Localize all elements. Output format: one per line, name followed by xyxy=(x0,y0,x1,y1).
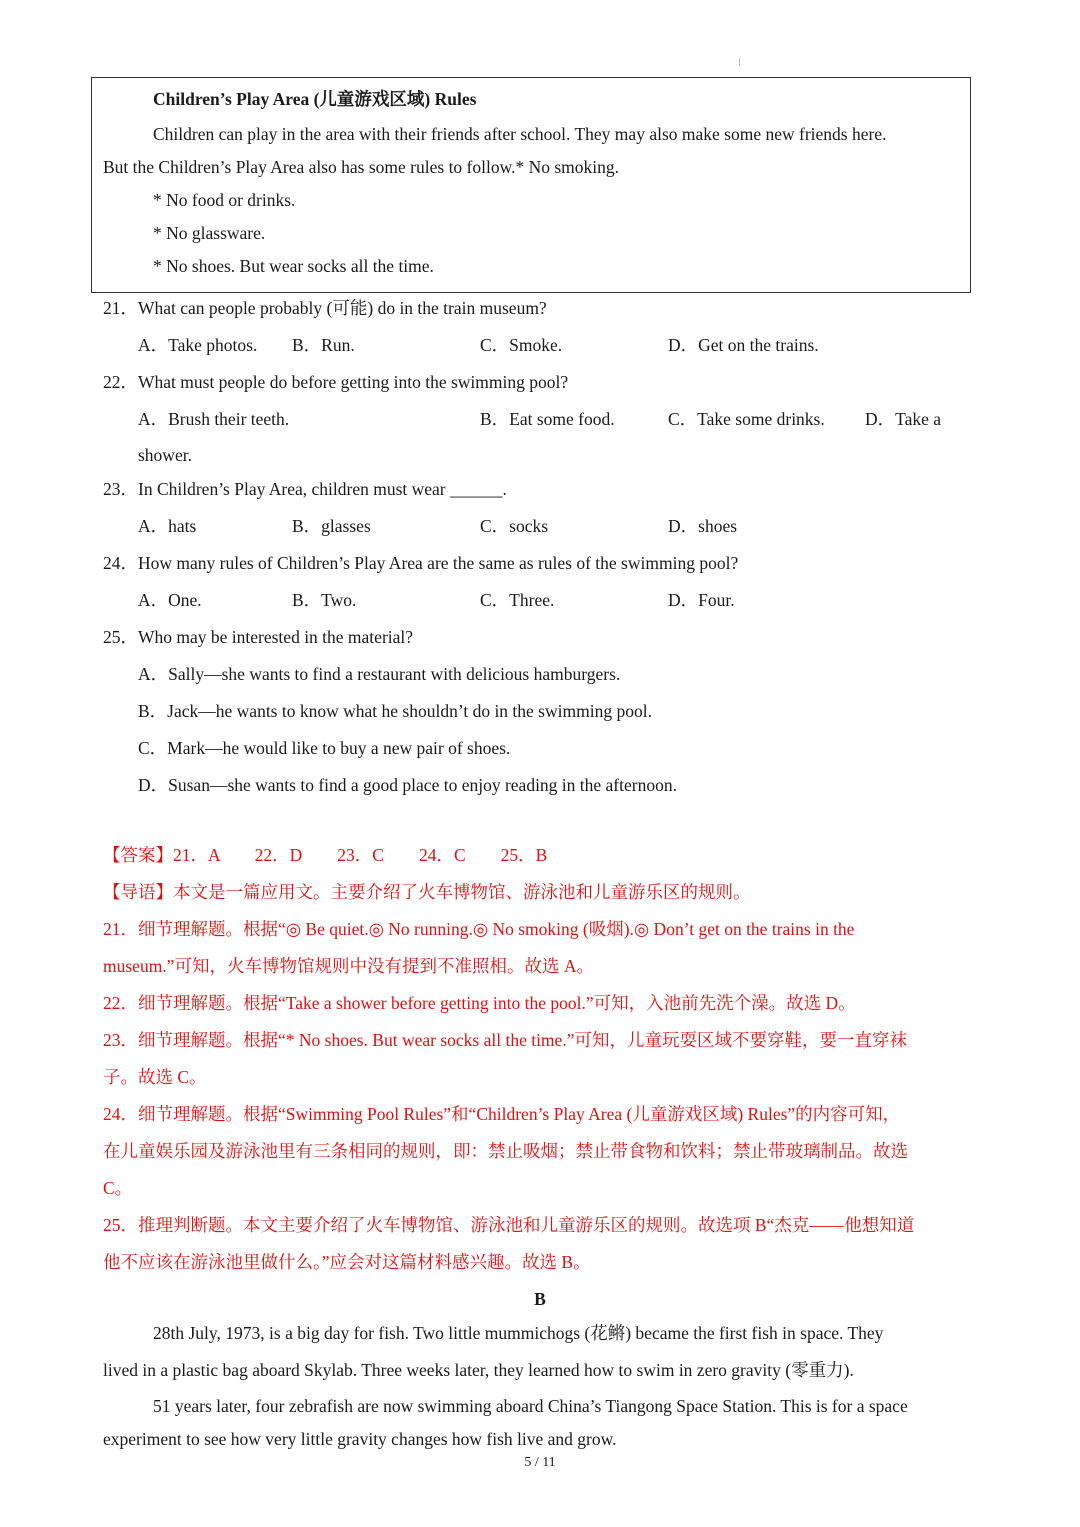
option: D．shoes xyxy=(668,516,738,536)
option: C．socks xyxy=(480,516,549,536)
question-stem: 22．What must people do before getting into the swimming pool? xyxy=(103,372,569,392)
option: C．Smoke. xyxy=(480,335,563,355)
option: B．glasses xyxy=(292,516,371,536)
answer-key: 【答案】21．A 22．D 23．C 24．C 25．B xyxy=(103,845,548,865)
explanation-line: 21．细节理解题。根据“◎ Be quiet.◎ No running.◎ No smoking (吸烟).◎ Don’t get on the trains in the xyxy=(103,919,855,939)
option: D．Take a xyxy=(865,409,942,429)
question-stem: 24．How many rules of Children’s Play Area are the same as rules of the swimming pool? xyxy=(103,553,739,573)
rules-box-title: Children’s Play Area (儿童游戏区域) Rules xyxy=(153,89,477,109)
option: A．hats xyxy=(138,516,197,536)
question-stem: 21．What can people probably (可能) do in the train museum? xyxy=(103,298,547,318)
option: B．Two. xyxy=(292,590,357,610)
rule-item: * No glassware. xyxy=(153,223,266,243)
rules-box-paragraph-1: Children can play in the area with their friends after school. They may also make some new friends here. xyxy=(153,124,887,144)
option: C．Three. xyxy=(480,590,555,610)
option: D．Susan—she wants to find a good place to enjoy reading in the afternoon. xyxy=(138,775,677,795)
answer-intro: 【导语】本文是一篇应用文。主要介绍了火车博物馆、游泳池和儿童游乐区的规则。 xyxy=(103,882,751,902)
explanation-line: 24．细节理解题。根据“Swimming Pool Rules”和“Children’s Play Area (儿童游戏区域) Rules”的内容可知， xyxy=(103,1104,901,1124)
page-number: 5 / 11 xyxy=(524,1455,556,1470)
explanation-line: 在儿童娱乐园及游泳池里有三条相同的规则，即：禁止吸烟；禁止带食物和饮料；禁止带玻璃制品。故选 xyxy=(103,1141,908,1161)
option: B．Eat some food. xyxy=(480,409,615,429)
explanation-line: 他不应该在游泳池里做什么。”应会对这篇材料感兴趣。故选 B。 xyxy=(103,1252,591,1272)
question-stem: 23．In Children’s Play Area, children must wear ______. xyxy=(103,479,507,499)
option-wrap: shower. xyxy=(138,445,192,465)
explanation-line: 25．推理判断题。本文主要介绍了火车博物馆、游泳池和儿童游乐区的规则。故选项 B“杰克——他想知道 xyxy=(103,1215,915,1235)
option: D．Four. xyxy=(668,590,735,610)
option: D．Get on the trains. xyxy=(668,335,819,355)
explanation-line: 22．细节理解题。根据“Take a shower before getting into the pool.”可知，入池前先洗个澡。故选 D。 xyxy=(103,993,856,1013)
rule-item: * No food or drinks. xyxy=(153,190,296,210)
option: B．Jack—he wants to know what he shouldn’t do in the swimming pool. xyxy=(138,701,652,721)
passage-line: experiment to see how very little gravity changes how fish live and grow. xyxy=(103,1429,617,1449)
option: C．Mark—he would like to buy a new pair of shoes. xyxy=(138,738,511,758)
option: A．One. xyxy=(138,590,202,610)
option: B．Run. xyxy=(292,335,355,355)
option: A．Take photos. xyxy=(138,335,258,355)
option: A．Sally—she wants to find a restaurant with delicious hamburgers. xyxy=(138,664,621,684)
question-stem: 25．Who may be interested in the material? xyxy=(103,627,414,647)
explanation-line: 23．细节理解题。根据“* No shoes. But wear socks all the time.”可知，儿童玩耍区域不要穿鞋，要一直穿袜 xyxy=(103,1030,907,1050)
explanation-line: museum.”可知，火车博物馆规则中没有提到不准照相。故选 A。 xyxy=(103,956,594,976)
explanation-line: 子。故选 C。 xyxy=(103,1067,207,1087)
rule-item: * No shoes. But wear socks all the time. xyxy=(153,256,434,276)
page-corner-mark xyxy=(739,58,740,66)
passage-line: 51 years later, four zebrafish are now swimming aboard China’s Tiangong Space Station. This is for a space xyxy=(153,1396,908,1416)
option: A．Brush their teeth. xyxy=(138,409,290,429)
passage-line: lived in a plastic bag aboard Skylab. Three weeks later, they learned how to swim in zero gravity (零重力). xyxy=(103,1360,854,1380)
passage-line: 28th July, 1973, is a big day for fish. Two little mummichogs (花鳉) became the first fish in space. They xyxy=(153,1323,884,1343)
option: C．Take some drinks. xyxy=(668,409,825,429)
section-heading: B xyxy=(534,1289,546,1309)
rules-box-paragraph-2: But the Children’s Play Area also has some rules to follow.* No smoking. xyxy=(103,157,620,177)
explanation-line: C。 xyxy=(103,1178,133,1198)
